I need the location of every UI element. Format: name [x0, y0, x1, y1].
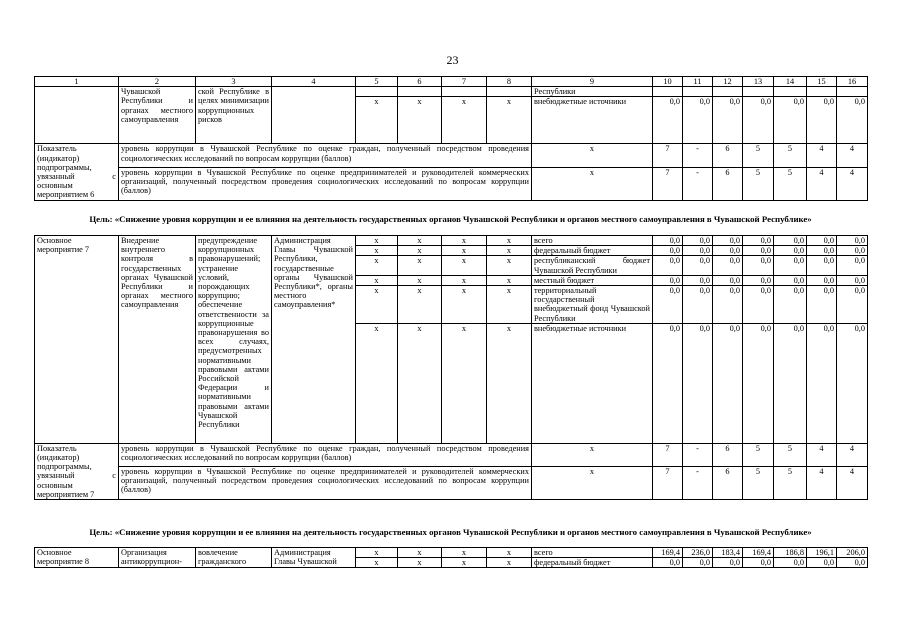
cell-x: x	[398, 275, 442, 285]
cell-value: 0,0	[683, 246, 713, 256]
cell-value: 0,0	[807, 558, 837, 568]
cell-value: 0,0	[743, 256, 774, 275]
cell-value: 0,0	[837, 275, 868, 285]
cell-x: x	[356, 97, 398, 144]
cell-x: x	[398, 256, 442, 275]
cell-empty	[743, 87, 774, 97]
cell-value: 5	[774, 466, 807, 499]
cell-indicator-text: уровень коррупции в Чувашской Республике по оценке граждан, полученный посредством проведения социологических исследований по вопросам коррупции (баллов)	[119, 443, 532, 466]
cell-value: 196,1	[807, 548, 837, 558]
header-cell: 3	[196, 77, 272, 87]
cell-x: x	[442, 548, 487, 558]
cell-value: 0,0	[713, 275, 743, 285]
cell-value: 0,0	[774, 236, 807, 246]
cell-indicator-label: Показатель (индикатор) подпрограммы, увязанный с основным мероприятием 6	[35, 144, 119, 200]
header-cell: 11	[683, 77, 713, 87]
cell-empty	[442, 87, 487, 97]
header-cell: 15	[807, 77, 837, 87]
cell-x: x	[487, 286, 532, 324]
cell-value: 5	[743, 466, 774, 499]
cell-x: x	[532, 443, 653, 466]
cell-x: x	[398, 548, 442, 558]
cell-value: 4	[837, 443, 868, 466]
cell-value: 183,4	[713, 548, 743, 558]
page-number: 23	[446, 53, 459, 67]
cell-value: 0,0	[683, 236, 713, 246]
cell-value: 0,0	[683, 97, 713, 144]
table-row	[35, 144, 868, 167]
cell-empty	[653, 87, 683, 97]
cell-value: 0,0	[653, 236, 683, 246]
cell-empty	[398, 87, 442, 97]
cell-empty	[713, 87, 743, 97]
cell-indicator-text: уровень коррупции в Чувашской Республике по оценке граждан, полученный посредством проведения социологических исследований по вопросам коррупции (баллов)	[119, 144, 532, 167]
cell-empty	[272, 87, 356, 144]
table-row	[35, 236, 868, 246]
cell-x: x	[356, 548, 398, 558]
cell-source: республиканский бюджет Чувашской Республики	[532, 256, 653, 275]
cell-x: x	[487, 275, 532, 285]
cell-value: 169,4	[653, 548, 683, 558]
cell-value: 0,0	[743, 236, 774, 246]
cell-value: 0,0	[837, 236, 868, 246]
cell-value: -	[683, 466, 713, 499]
cell-x: x	[487, 558, 532, 568]
cell-empty	[487, 87, 532, 97]
goal-heading: Цель: «Снижение уровня коррупции и ее влияния на деятельность государственных органов Чувашской Республики и органов местного самоуправления в Чувашской Республике»	[89, 527, 812, 537]
cell-source: федеральный бюджет	[532, 558, 653, 568]
cell-value: 0,0	[683, 558, 713, 568]
cell-value: 0,0	[713, 256, 743, 275]
cell-value: 4	[837, 466, 868, 499]
cell-value: 6	[713, 466, 743, 499]
cell-value: 0,0	[743, 97, 774, 144]
cell-x: x	[442, 97, 487, 144]
table-row	[35, 443, 868, 466]
cell-empty	[683, 87, 713, 97]
table-row	[35, 548, 868, 558]
cell-empty	[837, 87, 868, 97]
cell-value: 0,0	[653, 246, 683, 256]
cell-value: 0,0	[807, 286, 837, 324]
cell-x: x	[532, 167, 653, 200]
cell-value: 206,0	[837, 548, 868, 558]
cell-value: 0,0	[807, 323, 837, 443]
table-measure-8	[34, 547, 868, 568]
cell-x: x	[356, 275, 398, 285]
cell-value: 6	[713, 443, 743, 466]
cell-indicator-text: уровень коррупции в Чувашской Республике по оценке предпринимателей и руководителей коммерческих организаций, полученный посредством проведения социологических исследований по вопросам коррупции (баллов)	[119, 466, 532, 499]
cell-value: 4	[807, 466, 837, 499]
cell-indicator-text: уровень коррупции в Чувашской Республике по оценке предпринимателей и руководителей коммерческих организаций, полученный посредством проведения социологических исследований по вопросам коррупции (баллов)	[119, 167, 532, 200]
table-measure-7	[34, 235, 868, 500]
cell-value: 169,4	[743, 548, 774, 558]
cell-value: 236,0	[683, 548, 713, 558]
cell-x: x	[442, 323, 487, 443]
cell-x: x	[398, 286, 442, 324]
header-cell: 14	[774, 77, 807, 87]
cell-goal-cont: ской Республике в целях минимизации коррупционных рисков	[196, 87, 272, 144]
cell-x: x	[442, 246, 487, 256]
cell-x: x	[356, 246, 398, 256]
cell-x: x	[487, 246, 532, 256]
cell-x: x	[398, 558, 442, 568]
cell-value: 0,0	[807, 256, 837, 275]
cell-x: x	[356, 558, 398, 568]
cell-value: 0,0	[774, 286, 807, 324]
cell-value: 0,0	[743, 286, 774, 324]
cell-empty	[774, 87, 807, 97]
header-cell: 8	[487, 77, 532, 87]
cell-x: x	[442, 236, 487, 246]
cell-measure-desc: Организация антикоррупцион-	[119, 548, 196, 568]
cell-value: 0,0	[743, 558, 774, 568]
cell-value: 0,0	[774, 558, 807, 568]
cell-x: x	[487, 97, 532, 144]
cell-value: 4	[807, 144, 837, 167]
cell-value: 0,0	[807, 246, 837, 256]
cell-x: x	[356, 323, 398, 443]
cell-value: 7	[653, 144, 683, 167]
table-row	[35, 466, 868, 499]
cell-value: 0,0	[774, 97, 807, 144]
cell-value: 0,0	[837, 246, 868, 256]
cell-value: 0,0	[653, 558, 683, 568]
cell-source: местный бюджет	[532, 275, 653, 285]
header-cell: 5	[356, 77, 398, 87]
cell-empty	[356, 87, 398, 97]
cell-value: 5	[743, 443, 774, 466]
cell-value: 0,0	[774, 323, 807, 443]
cell-value: 0,0	[683, 323, 713, 443]
header-cell: 2	[119, 77, 196, 87]
cell-value: 4	[837, 167, 868, 200]
cell-value: 6	[713, 167, 743, 200]
cell-x: x	[398, 246, 442, 256]
cell-value: 4	[837, 144, 868, 167]
cell-value: 0,0	[713, 558, 743, 568]
cell-value: 0,0	[713, 323, 743, 443]
cell-value: 0,0	[653, 97, 683, 144]
cell-value: 0,0	[653, 275, 683, 285]
cell-source: всего	[532, 548, 653, 558]
cell-value: 0,0	[713, 286, 743, 324]
header-cell: 6	[398, 77, 442, 87]
cell-x: x	[442, 558, 487, 568]
cell-measure-goal: вовлечение гражданского	[196, 548, 272, 568]
cell-value: 0,0	[713, 236, 743, 246]
cell-x: x	[442, 256, 487, 275]
cell-value: 0,0	[837, 97, 868, 144]
cell-x: x	[487, 323, 532, 443]
cell-x: x	[398, 236, 442, 246]
cell-value: 0,0	[743, 246, 774, 256]
cell-value: 5	[774, 167, 807, 200]
cell-value: 0,0	[837, 323, 868, 443]
cell-value: 0,0	[774, 256, 807, 275]
cell-source: Республики	[532, 87, 653, 97]
cell-value: 0,0	[683, 286, 713, 324]
cell-value: 0,0	[774, 246, 807, 256]
cell-source: территориальный государственный внебюджетный фонд Чувашской Республики	[532, 286, 653, 324]
cell-x: x	[356, 256, 398, 275]
cell-x: x	[487, 548, 532, 558]
cell-source: внебюджетные источники	[532, 323, 653, 443]
cell-value: 0,0	[683, 256, 713, 275]
cell-measure-name: Основное мероприятие 8	[35, 548, 119, 568]
table-continuation	[34, 76, 868, 201]
cell-empty	[807, 87, 837, 97]
cell-value: 6	[713, 144, 743, 167]
cell-value: 0,0	[837, 558, 868, 568]
cell-x: x	[532, 144, 653, 167]
cell-x: x	[398, 97, 442, 144]
header-cell: 1	[35, 77, 119, 87]
cell-measure-executor: Администрация Главы Чувашской Республики, государственные органы Чувашской Республики*, органы местного самоуправления*	[272, 236, 356, 444]
cell-value: 5	[743, 167, 774, 200]
cell-value: 4	[807, 443, 837, 466]
header-cell: 10	[653, 77, 683, 87]
cell-value: 4	[807, 167, 837, 200]
cell-value: -	[683, 167, 713, 200]
cell-measure-name: Основное мероприятие 7	[35, 236, 119, 444]
cell-value: 0,0	[683, 275, 713, 285]
header-cell: 7	[442, 77, 487, 87]
cell-x: x	[398, 323, 442, 443]
cell-value: 7	[653, 466, 683, 499]
cell-x: x	[442, 286, 487, 324]
cell-value: 0,0	[743, 275, 774, 285]
cell-value: 5	[743, 144, 774, 167]
header-cell: 13	[743, 77, 774, 87]
cell-value: 0,0	[653, 286, 683, 324]
cell-x: x	[487, 236, 532, 246]
cell-value: 0,0	[807, 97, 837, 144]
cell-measure-desc: Внедрение внутреннего контроля в государственных органах Чувашской Республики и органах местного самоуправления	[119, 236, 196, 444]
cell-value: 0,0	[837, 256, 868, 275]
cell-value: 0,0	[653, 256, 683, 275]
cell-empty	[35, 87, 119, 144]
cell-value: 186,8	[774, 548, 807, 558]
cell-measure-goal: предупреждение коррупционных правонарушений; устранение условий, порождающих коррупцию; обеспечение ответственности за коррупционные правонарушения во всех случаях, предусмотренных нормативными правовыми актами Российской Федерации и нормативными правовыми актами Чувашской Республики	[196, 236, 272, 444]
cell-executor-cont: Чувашской Республики и органах местного самоуправления	[119, 87, 196, 144]
cell-indicator-label: Показатель (индикатор) подпрограммы, увязанный с основным мероприятием 7	[35, 443, 119, 499]
cell-value: 7	[653, 443, 683, 466]
cell-value: -	[683, 443, 713, 466]
cell-value: 5	[774, 144, 807, 167]
cell-value: -	[683, 144, 713, 167]
header-row	[35, 77, 868, 87]
header-cell: 4	[272, 77, 356, 87]
cell-x: x	[442, 275, 487, 285]
cell-value: 0,0	[743, 323, 774, 443]
header-cell: 16	[837, 77, 868, 87]
cell-source: федеральный бюджет	[532, 246, 653, 256]
cell-value: 5	[774, 443, 807, 466]
cell-x: x	[487, 256, 532, 275]
cell-value: 7	[653, 167, 683, 200]
header-cell: 9	[532, 77, 653, 87]
cell-value: 0,0	[837, 286, 868, 324]
cell-value: 0,0	[774, 275, 807, 285]
cell-value: 0,0	[653, 323, 683, 443]
header-cell: 12	[713, 77, 743, 87]
goal-heading: Цель: «Снижение уровня коррупции и ее влияния на деятельность государственных органов Чувашской Республики и органов местного самоуправления в Чувашской Республике»	[89, 214, 812, 224]
table-row	[35, 167, 868, 200]
cell-value: 0,0	[713, 246, 743, 256]
cell-measure-executor: Администрация Главы Чувашской	[272, 548, 356, 568]
cell-x: x	[532, 466, 653, 499]
cell-value: 0,0	[713, 97, 743, 144]
cell-source: внебюджетные источники	[532, 97, 653, 144]
table-row	[35, 87, 868, 97]
cell-x: x	[356, 236, 398, 246]
cell-x: x	[356, 286, 398, 324]
cell-source: всего	[532, 236, 653, 246]
cell-value: 0,0	[807, 275, 837, 285]
cell-value: 0,0	[807, 236, 837, 246]
